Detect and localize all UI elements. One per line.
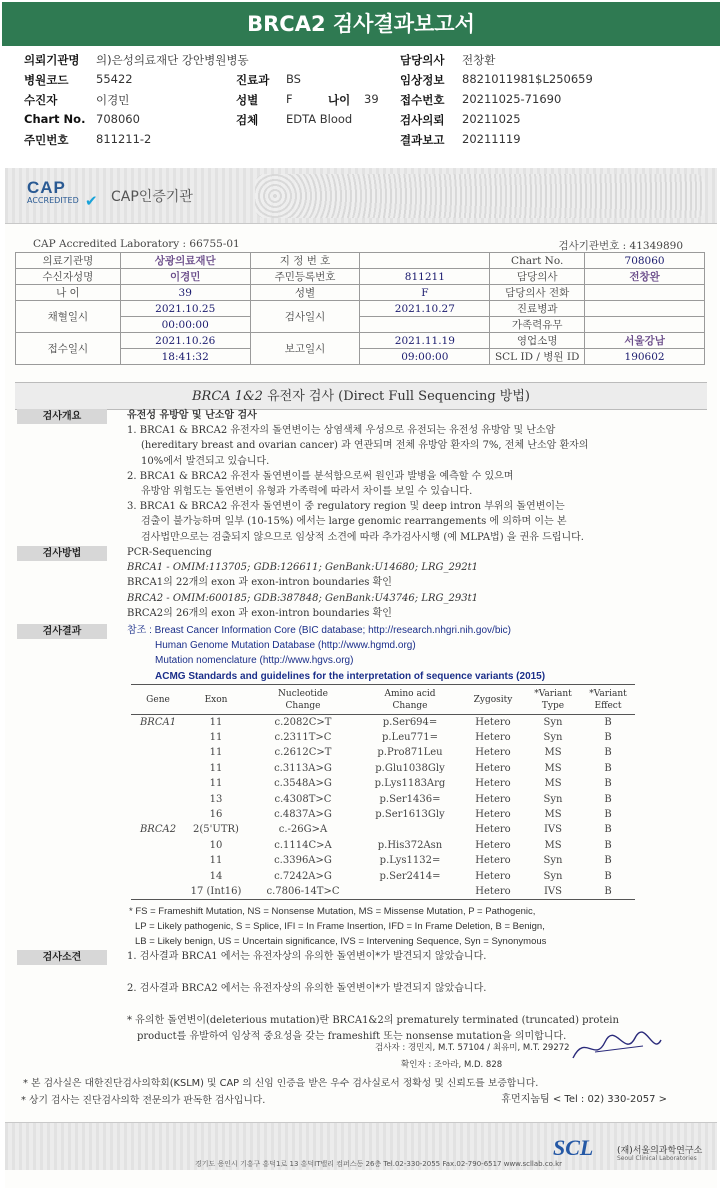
variant-cell: Syn (543, 793, 563, 805)
variant-cell: 11 (209, 762, 223, 774)
variant-cell: B (604, 824, 612, 836)
info-cell: 전창완 (585, 269, 705, 285)
variant-cell: B (581, 884, 635, 899)
variant-cell: MS (544, 762, 562, 774)
variant-cell: 11 (209, 778, 223, 790)
department-key: 진료과 (236, 73, 270, 87)
summary-line: 1. BRCA1 & BRCA2 유전자의 돌연변이는 상염색체 우성으로 유전되는 유전성 유방암 및 난소암 (127, 425, 556, 437)
variant-cell: MS (544, 778, 562, 790)
cap-lab-number: CAP Accredited Laboratory : 66755-01 (33, 238, 240, 250)
summary-line: 유방암 위험도는 돌연변이 유형과 가족력에 따라서 차이를 보일 수 있습니다. (141, 486, 473, 498)
variant-cell: c.1114C>A (274, 839, 332, 851)
summary-line: 2. BRCA1 & BRCA2 유전자 돌연변이를 분석함으로써 원인과 발병을 예측할 수 있으며 (127, 470, 514, 482)
info-cell: 의료기관명 (16, 253, 121, 269)
col-zygosity: Zygosity (461, 685, 525, 715)
variant-cell: MS (544, 747, 562, 759)
variant-cell (131, 776, 185, 791)
tester-names: 검사자 : 경민지, M.T. 57104 / 최유미, M.T. 29272 (375, 1043, 570, 1053)
variant-cell: Hetero (475, 747, 511, 759)
ref-line: Mutation nomenclature (http://www.hgvs.org) (155, 655, 354, 667)
variant-cell (131, 730, 185, 745)
variant-cell: c.3396A>G (274, 855, 332, 867)
clinical-info-key: 임상정보 (400, 73, 445, 87)
variant-cell: BRCA1 (139, 716, 177, 728)
signature-graphic (565, 1028, 665, 1066)
variant-cell: BRCA2 (139, 824, 177, 836)
variant-cell: p.Ser2414= (379, 870, 441, 882)
variant-cell (131, 838, 185, 853)
result-refs (127, 623, 697, 684)
patient-value: 이경민 (96, 93, 130, 107)
col-label: *Variant Type (534, 688, 572, 711)
variant-cell: Hetero (475, 855, 511, 867)
scanned-report-sheet (5, 168, 717, 1188)
opinion-line: 2. 검사결과 BRCA2 에서는 유전자상의 유의한 돌연변이*가 발견되지 않았습니다. (127, 983, 487, 995)
info-cell: 상광의료재단 (120, 253, 250, 269)
variant-cell: p.Lys1183Arg (374, 778, 446, 790)
patient-info-table (15, 252, 705, 365)
doctor-value: 전창환 (462, 53, 496, 67)
variant-cell (131, 761, 185, 776)
variant-cell: p.Ser1436= (379, 793, 441, 805)
info-cell: 담당의사 (490, 269, 585, 285)
resident-no-key: 주민번호 (24, 133, 69, 147)
institution-key: 의뢰기관명 (24, 53, 80, 67)
info-cell: 2021.10.27 (360, 301, 490, 317)
method-line: PCR-Sequencing (127, 547, 212, 558)
summary-body (127, 408, 697, 545)
variant-row (131, 884, 635, 899)
variant-cell: B (604, 793, 612, 805)
info-cell: 지 정 번 호 (250, 253, 360, 269)
scl-name: (재)서울의과학연구소 (617, 1146, 703, 1156)
variant-cell: Hetero (475, 716, 511, 728)
variant-cell (131, 884, 185, 899)
variant-cell: p.Ser694= (382, 716, 438, 728)
summary-line: (hereditary breast and ovarian cancer) 과 연관되며 전체 유방암 환자의 7%, 전체 난소암 환자의 (141, 440, 589, 452)
variant-cell: B (604, 809, 612, 821)
variant-cell: Syn (543, 716, 563, 728)
info-cell: 이경민 (120, 269, 250, 285)
variant-cell: 10 (209, 839, 223, 851)
variant-cell: Hetero (475, 870, 511, 882)
check-icon: ✔ (85, 192, 98, 210)
footnote-line: * FS = Frameshift Mutation, NS = Nonsense Mutation, MS = Missense Mutation, P = Pathogenic, (129, 906, 536, 917)
variant-cell: B (604, 716, 612, 728)
summary-line: 3. BRCA1 & BRCA2 유전자 돌연변이 중 regulatory region 및 deep intron 부위의 돌연변이는 (127, 501, 565, 513)
age-value: 39 (364, 92, 379, 106)
ref-line: ACMG Standards and guidelines for the interpretation of sequence variants (2015) (155, 670, 546, 682)
sex-key: 성별 (236, 93, 259, 107)
reading-note: * 상기 검사는 진단검사의학 전문의가 판독한 검사입니다. (21, 1095, 266, 1106)
info-cell (585, 317, 705, 333)
chart-no-key: Chart No. (24, 112, 86, 126)
variant-cell: 13 (209, 793, 223, 805)
info-cell: 채혈일시 (16, 301, 121, 333)
col-nucleotide (247, 685, 359, 715)
variant-cell: Hetero (461, 884, 525, 899)
request-date-value: 20211025 (462, 112, 521, 126)
variant-cell (131, 791, 185, 806)
variant-cell: Hetero (475, 778, 511, 790)
info-cell: 검사일시 (250, 301, 360, 333)
certification-note: * 본 검사실은 대한진단검사의학회(KSLM) 및 CAP 의 신임 인증을 받은 우수 검사실로서 정확성 및 신뢰도를 보증합니다. (23, 1078, 539, 1089)
variant-cell (131, 853, 185, 868)
col-exon: Exon (185, 685, 247, 715)
patient-key: 수진자 (24, 93, 58, 107)
opinion-line: * 유의한 돌연변이(deleterious mutation)란 BRCA1&2의 prematurely terminated (truncated) protein (127, 1015, 619, 1027)
report-date-key: 결과보고 (400, 133, 445, 147)
info-cell: 보고일시 (250, 333, 360, 365)
specimen-key: 검체 (236, 113, 259, 127)
request-date-key: 검사의뢰 (400, 113, 445, 127)
lab-institution-number: 검사기관번호 : 41349890 (558, 240, 683, 252)
variant-cell: p.Ser1613Gly (375, 809, 445, 821)
method-line: BRCA1의 22개의 exon 과 exon-intron boundaries 확인 (127, 577, 392, 589)
variant-cell: 11 (209, 855, 223, 867)
hospital-code-value: 55422 (96, 72, 133, 86)
variant-cell: Syn (543, 870, 563, 882)
variant-cell (131, 807, 185, 822)
method-line: BRCA2 - OMIM:600185; GDB:387848; GenBank:U43746; LRG_293t1 (127, 592, 478, 604)
method-body (127, 545, 697, 621)
variant-cell: 2(5'UTR) (193, 824, 239, 836)
ref-line: 참조 : Breast Cancer Information Core (BIC database; http://research.nhgri.nih.gov/bic) (127, 625, 511, 636)
confirmer-name: 확인자 : 조아라, M.D. 828 (401, 1060, 503, 1070)
variant-cell: p.Leu771= (381, 732, 439, 744)
variant-cell: 11 (209, 747, 223, 759)
doctor-key: 담당의사 (400, 53, 445, 67)
info-cell: 09:00:00 (360, 349, 490, 365)
info-cell: 39 (120, 285, 250, 301)
variant-cell: Hetero (475, 762, 511, 774)
department-value: BS (286, 72, 301, 86)
variant-cell: c.4837A>G (274, 809, 332, 821)
info-cell (585, 301, 705, 317)
info-cell: 진료병과 (490, 301, 585, 317)
variant-cell: 11 (209, 732, 223, 744)
variant-cell: B (604, 762, 612, 774)
variant-cell: Hetero (475, 839, 511, 851)
variant-cell: B (604, 778, 612, 790)
footer-address: 경기도 용인시 기흥구 흥덕1로 13 흥덕IT밸리 컴퍼스동 26층 Tel.02-330-2055 Fax.02-790-6517 www.scllab.co.kr (195, 1160, 562, 1168)
variant-cell: c.4308T>C (274, 793, 332, 805)
team-telephone: 휴먼지놈팀 < Tel : 02) 330-2057 > (501, 1094, 667, 1105)
variant-cell: B (604, 839, 612, 851)
summary-line: 검사법만으로는 검출되지 않으므로 임상적 소견에 따라 추가검사시행 (예 MLPA법) 을 권유 드립니다. (141, 531, 584, 543)
sex-value: F (286, 92, 293, 106)
variant-cell: MS (544, 839, 562, 851)
variant-cell (131, 868, 185, 883)
scl-logo: SCL (553, 1135, 594, 1160)
resident-no-value: 811211-2 (96, 132, 152, 146)
info-cell: 2021.11.19 (360, 333, 490, 349)
col-amino (359, 685, 461, 715)
cap-accredited-text: ACCREDITED (27, 196, 79, 205)
info-cell: 주민등록번호 (250, 269, 360, 285)
scl-subtitle: Seoul Clinical Laboratories (617, 1155, 697, 1162)
variant-row (131, 730, 635, 745)
variant-cell: c.2082C>T (274, 716, 332, 728)
variant-cell: 14 (209, 870, 223, 882)
ref-line: Human Genome Mutation Database (http://www.hgmd.org) (155, 640, 416, 652)
info-cell: F (360, 285, 490, 301)
variant-table (131, 684, 635, 900)
variant-cell: c.3113A>G (274, 762, 332, 774)
institution-value: 의)은성의료재단 강안병원병동 (96, 53, 249, 67)
variant-row (131, 807, 635, 822)
report-title: BRCA2 검사결과보고서 (2, 2, 720, 46)
variant-cell: Hetero (475, 793, 511, 805)
info-cell: 서울강남 (585, 333, 705, 349)
age-key: 나이 (328, 93, 351, 107)
variant-cell: B (604, 855, 612, 867)
info-cell (360, 317, 490, 333)
col-label: *Variant Effect (589, 688, 627, 711)
cap-logo (27, 178, 107, 216)
variant-cell (131, 745, 185, 760)
variant-row (131, 838, 635, 853)
info-cell: Chart No. (490, 253, 585, 269)
col-gene: Gene (131, 685, 185, 715)
info-cell: 가족력유무 (490, 317, 585, 333)
info-cell: 190602 (585, 349, 705, 365)
variant-cell: c.7806-14T>C (247, 884, 359, 899)
variant-cell: Syn (543, 855, 563, 867)
variant-cell: c.2612C>T (274, 747, 332, 759)
specimen-value: EDTA Blood (286, 112, 353, 126)
chart-no-value: 708060 (96, 112, 140, 126)
col-label: Nucleotide Change (278, 688, 328, 711)
variant-cell: B (604, 732, 612, 744)
variant-cell: Hetero (475, 824, 511, 836)
variant-row (131, 776, 635, 791)
opinion-line: 1. 검사결과 BRCA1 에서는 유전자상의 유의한 돌연변이*가 발견되지 않았습니다. (127, 951, 487, 962)
method-line: BRCA2의 26개의 exon 과 exon-intron boundaries 확인 (127, 607, 392, 619)
variant-cell: B (604, 747, 612, 759)
receipt-no-key: 접수번호 (400, 93, 445, 107)
col-variant-effect (581, 685, 635, 715)
test-banner (15, 382, 707, 410)
info-cell (360, 253, 490, 269)
variant-row (131, 745, 635, 760)
cap-title: CAP인증기관 (111, 189, 193, 205)
banner-text: 유전자 검사 (Direct Full Sequencing 방법) (267, 389, 530, 404)
variant-row (131, 761, 635, 776)
opinion-label: 검사소견 (17, 950, 107, 965)
info-cell: 2021.10.26 (120, 333, 250, 349)
variant-cell: c.7242A>G (274, 870, 332, 882)
footer-band (5, 1122, 717, 1170)
variant-row (131, 868, 635, 883)
variant-cell: p.Glu1038Gly (375, 762, 445, 774)
info-cell (585, 285, 705, 301)
variant-cell: Hetero (475, 732, 511, 744)
variant-cell: IVS (543, 824, 563, 836)
variant-cell (359, 884, 461, 899)
variant-cell: c.3548A>G (274, 778, 332, 790)
cap-logo-text: CAP (27, 178, 66, 197)
col-label: Amino acid Change (384, 688, 436, 711)
opinion-line: product를 유발하여 임상적 중요성을 갖는 frameshift 또는 nonsense mutation을 의미합니다. (137, 1030, 567, 1042)
info-cell: 2021.10.25 (120, 301, 250, 317)
info-cell: 수신자성명 (16, 269, 121, 285)
footnote-line: LB = Likely benign, US = Uncertain significance, IVS = Intervening Sequence, Syn = Synonymous (135, 936, 547, 947)
info-cell: 나 이 (16, 285, 121, 301)
variant-cell: IVS (525, 884, 581, 899)
report-date-value: 20211119 (462, 132, 521, 146)
report-header (24, 52, 714, 152)
info-cell: 영업소명 (490, 333, 585, 349)
variant-cell (359, 822, 461, 837)
variant-row (131, 715, 635, 730)
summary-line: 10%에서 발견되고 있습니다. (141, 455, 270, 467)
variant-cell: p.His372Asn (377, 839, 443, 851)
cap-band (5, 168, 717, 224)
info-cell: 00:00:00 (120, 317, 250, 333)
info-cell: SCL ID / 병원 ID (490, 349, 585, 365)
summary-line: 검출이 불가능하며 일부 (10-15%) 에서는 large genomic rearrangements 에 의하며 이는 본 (141, 516, 567, 528)
info-cell: 담당의사 전화 (490, 285, 585, 301)
footnote-line: LP = Likely pathogenic, S = Splice, IFI = In Frame Insertion, IFD = In Frame Deletion, B = Benign, (135, 921, 545, 932)
variant-cell: Hetero (475, 809, 511, 821)
variant-row (131, 791, 635, 806)
info-cell: 811211 (360, 269, 490, 285)
method-line: BRCA1 - OMIM:113705; GDB:126611; GenBank:U14680; LRG_292t1 (127, 562, 478, 574)
result-label: 검사결과 (17, 624, 107, 639)
variant-cell: c.2311T>C (274, 732, 332, 744)
ornament-pattern (255, 174, 705, 218)
variant-cell: Syn (543, 732, 563, 744)
hospital-code-key: 병원코드 (24, 73, 69, 87)
variant-cell: MS (544, 809, 562, 821)
abbrev-footnote (129, 904, 689, 949)
receipt-no-value: 20211025-71690 (462, 92, 562, 106)
variant-cell: p.Lys1132= (379, 855, 441, 867)
summary-label: 검사개요 (17, 409, 107, 424)
summary-heading: 유전성 유방암 및 난소암 검사 (127, 410, 257, 421)
variant-cell: p.Pro871Leu (377, 747, 443, 759)
variant-cell: 16 (209, 809, 223, 821)
variant-cell: c.-26G>A (278, 824, 328, 836)
info-cell: 접수일시 (16, 333, 121, 365)
variant-row (131, 822, 635, 837)
banner-italic: BRCA 1&2 (192, 389, 263, 404)
info-cell: 708060 (585, 253, 705, 269)
method-label: 검사방법 (17, 546, 107, 561)
info-cell: 성별 (250, 285, 360, 301)
variant-row (131, 853, 635, 868)
variant-cell: 17 (Int16) (185, 884, 247, 899)
variant-cell: B (604, 870, 612, 882)
info-cell: 18:41:32 (120, 349, 250, 365)
lab-line (33, 238, 683, 250)
clinical-info-value: 8821011981$L250659 (462, 72, 593, 86)
variant-cell: 11 (209, 716, 223, 728)
col-variant-type (525, 685, 581, 715)
